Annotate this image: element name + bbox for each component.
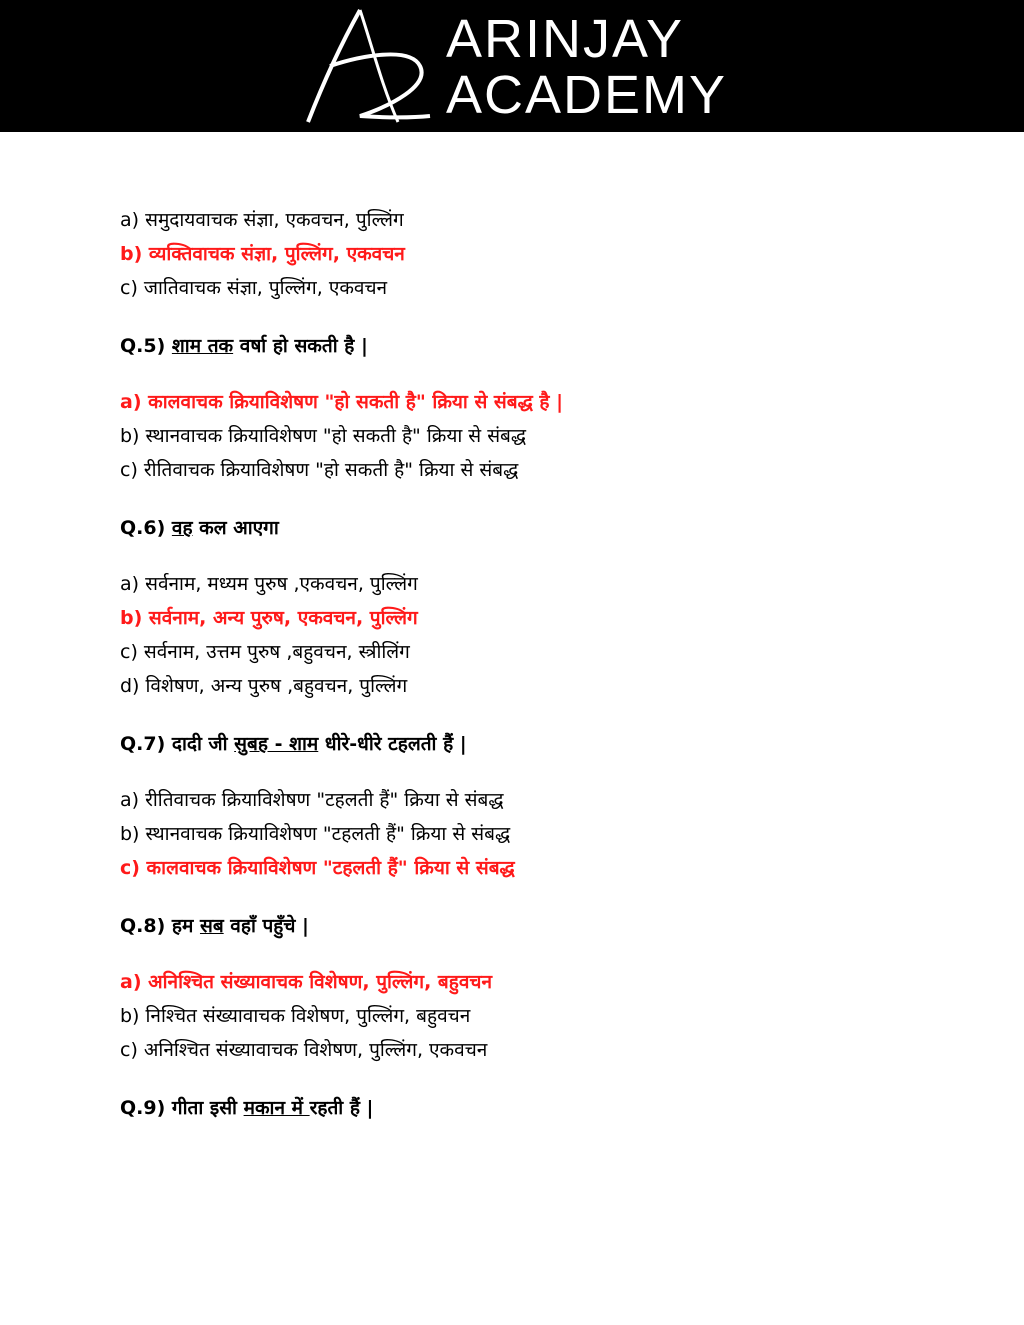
question-6: [120, 514, 279, 542]
option-line: c) सर्वनाम, उत्तम पुरुष ,बहुवचन, स्त्रीलिंग: [120, 641, 410, 663]
option-line: c) अनिश्चित संख्यावाचक विशेषण, पुल्लिंग, एकवचन: [120, 1039, 488, 1061]
option-line: a) समुदायवाचक संज्ञा, एकवचन, पुल्लिंग: [120, 209, 404, 231]
option-line: c) रीतिवाचक क्रियाविशेषण "हो सकती है" क्रिया से संबद्ध: [120, 459, 519, 481]
correct-option-line: c) कालवाचक क्रियाविशेषण "टहलती हैं" क्रिया से संबद्ध: [120, 857, 515, 879]
header-banner: [0, 0, 1024, 132]
question-prefix: Q.5): [120, 335, 172, 357]
underlined-word: वह: [171, 517, 193, 539]
option-line: b) निश्चित संख्यावाचक विशेषण, पुल्लिंग, बहुवचन: [120, 1005, 471, 1027]
question-5: [120, 332, 368, 360]
option-line: b) स्थानवाचक क्रियाविशेषण "हो सकती है" क्रिया से संबद्ध: [120, 425, 527, 447]
correct-option-line: b) सर्वनाम, अन्य पुरुष, एकवचन, पुल्लिंग: [120, 607, 418, 629]
question-suffix: धीरे-धीरे टहलती हैं |: [318, 733, 467, 755]
option-line: a) रीतिवाचक क्रियाविशेषण "टहलती हैं" क्रिया से संबद्ध: [120, 789, 504, 811]
question-8: [120, 912, 309, 940]
question-7: [120, 730, 467, 758]
underlined-word: मकान में: [243, 1097, 310, 1119]
question-suffix: वहाँ पहुँचे |: [223, 915, 309, 937]
question-suffix: कल आएगा: [192, 517, 279, 539]
logo-mark-icon: [300, 6, 440, 128]
correct-option-line: a) अनिश्चित संख्यावाचक विशेषण, पुल्लिंग, बहुवचन: [120, 971, 493, 993]
underlined-word: सब: [199, 915, 224, 937]
question-prefix: Q.8) हम: [120, 915, 200, 937]
correct-option-line: a) कालवाचक क्रियाविशेषण "हो सकती है" क्रिया से संबद्ध है |: [120, 391, 564, 413]
option-line: b) स्थानवाचक क्रियाविशेषण "टहलती हैं" क्रिया से संबद्ध: [120, 823, 511, 845]
question-suffix: रहती हैं |: [309, 1097, 374, 1119]
option-line: c) जातिवाचक संज्ञा, पुल्लिंग, एकवचन: [120, 277, 388, 299]
correct-option-line: b) व्यक्तिवाचक संज्ञा, पुल्लिंग, एकवचन: [120, 243, 405, 265]
underlined-word: शाम तक: [171, 335, 234, 357]
logo-text: [446, 9, 728, 125]
question-suffix: वर्षा हो सकती है |: [233, 335, 368, 357]
question-9: [120, 1094, 373, 1122]
question-prefix: Q.6): [120, 517, 172, 539]
option-line: d) विशेषण, अन्य पुरुष ,बहुवचन, पुल्लिंग: [120, 675, 408, 697]
question-prefix: Q.7) दादी जी: [120, 733, 235, 755]
logo-line-2: ACADEMY: [446, 65, 728, 125]
underlined-word: सुबह - शाम: [234, 733, 319, 755]
option-line: a) सर्वनाम, मध्यम पुरुष ,एकवचन, पुल्लिंग: [120, 573, 418, 595]
logo-line-1: ARINJAY: [446, 9, 685, 69]
question-prefix: Q.9) गीता इसी: [120, 1097, 244, 1119]
